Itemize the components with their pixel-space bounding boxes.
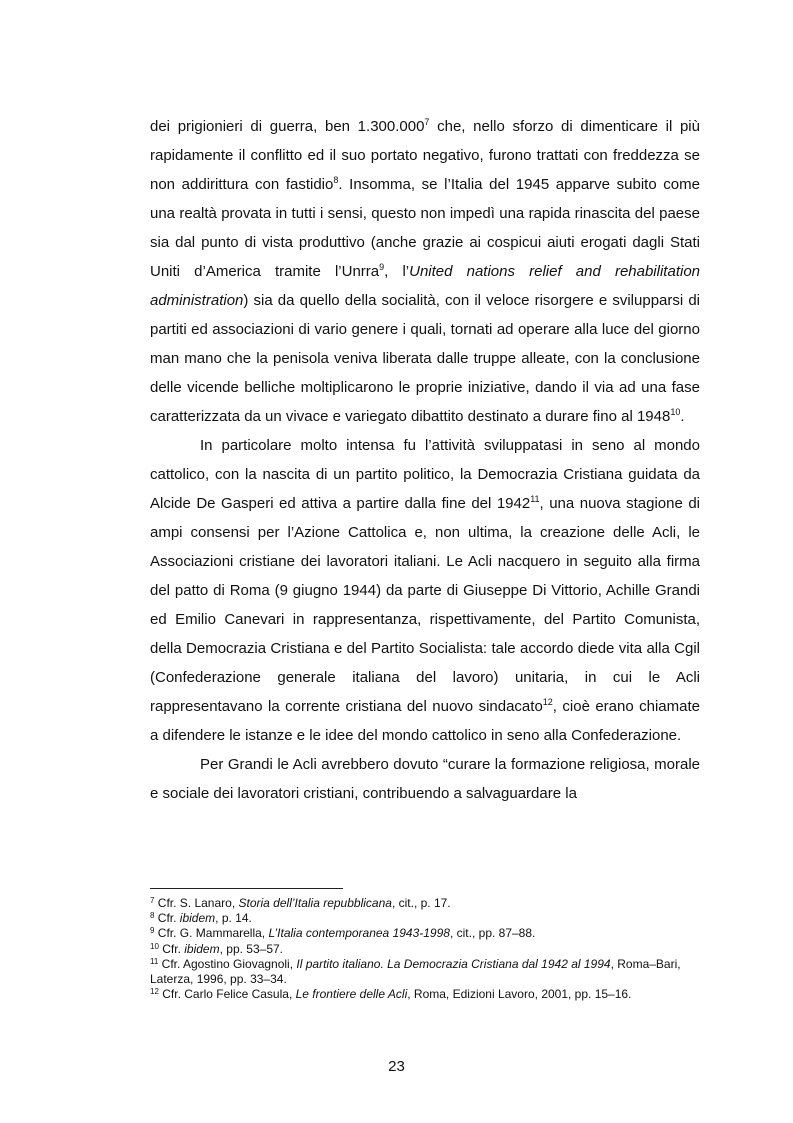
- footnote-ref-12: 12: [542, 697, 553, 707]
- footnote-ref-7: 7: [424, 117, 430, 127]
- footnote-separator: [150, 888, 343, 889]
- page-number: 23: [388, 1058, 405, 1075]
- footnote-ref-10: 10: [670, 407, 681, 417]
- footnote-ref-9: 9: [379, 262, 385, 272]
- paragraph-2: In particolare molto intensa fu l’attività sviluppatasi in seno al mondo cattolico, con la nascita di un partito politico, la Democrazia Cristiana guidata da Alcide De Gasperi ed attiva a partire dalla fine del 1942$^{11}$, una nuova stagione di ampi consensi per l’Azione Cattolica e, non ultima, la creazione delle Acli, le Associazioni cristiane dei lavoratori italiani. Le Acli nacquero in seguito alla firma del patto di Roma (9 giugno 1944) da parte di Giuseppe Di Vittorio, Achille Grandi ed Emilio Canevari in rappresentanza, rispettivamente, del Partito Comunista, della Democrazia Cristiana e del Partito Socialista: tale accordo diede vita alla Cgil (Confederazione generale italiana del lavoro) unitaria, in cui le Acli rappresentavano la corrente cristiana del nuovo sindacato$^{12}$, cioè erano chiamate a difendere le istanze e le idee del mondo cattolico in seno alla Confederazione.: [150, 437, 700, 744]
- paragraph-3: Per Grandi le Acli avrebbero dovuto “curare la formazione religiosa, morale e sociale dei lavoratori cristiani, contribuendo a salvaguardare la: [150, 756, 700, 802]
- paragraph-1: dei prigionieri di guerra, ben 1.300.000$^7$ che, nello sforzo di dimenticare il più rapidamente il conflitto ed il suo portato negativo, furono trattati con freddezza se non addirittura con fastidio$^8$. Insomma, se l’Italia del 1945 apparve subito come una realtà provata in tutti i sensi, questo non impedì una rapida rinascita del paese sia dal punto di vista produttivo (anche grazie ai cospicui aiuti erogati dagli Stati Uniti d’America tramite l’Unrra$^9$, l’United nations relief and rehabilitation administration) sia da quello della socialità, con il veloce risorgere e svilupparsi di partiti ed associazioni di vario genere i quali, tornati ad operare alla luce del giorno man mano che la penisola veniva liberata dalle truppe alleate, con la conclusione delle vicende belliche moltiplicarono le proprie iniziative, dando il via ad una fase caratterizzata da un vivace e variegato dibattito destinato a durare fino al 1948$^{10}$.: [150, 117, 701, 425]
- footnote: $^8$ Cfr. ibidem, p. 14.: [150, 911, 252, 926]
- footnote: $^9$ Cfr. G. Mammarella, L’Italia contemporanea 1943-1998, cit., pp. 87–88.: [150, 926, 536, 941]
- footnote: $^{12}$ Cfr. Carlo Felice Casula, Le frontiere delle Acli, Roma, Edizioni Lavoro, 2001, pp. 15–16.: [150, 987, 632, 1002]
- footnote-ref-11: 11: [530, 494, 540, 504]
- footnote: $^{11}$ Cfr. Agostino Giovagnoli, Il partito italiano. La Democrazia Cristiana dal 1942 al 1994, Roma–Bari, Laterza, 1996, pp. 33–34.: [150, 956, 681, 987]
- body-text: [150, 112, 700, 808]
- footnote: $^7$ Cfr. S. Lanaro, Storia dell’Italia repubblicana, cit., p. 17.: [150, 896, 451, 910]
- footnotes: [150, 896, 710, 1002]
- footnote-ref-8: 8: [333, 175, 339, 185]
- italic-term: United nations relief and rehabilitation administration: [150, 263, 701, 309]
- footnote: $^{10}$ Cfr. ibidem, pp. 53–57.: [150, 941, 283, 956]
